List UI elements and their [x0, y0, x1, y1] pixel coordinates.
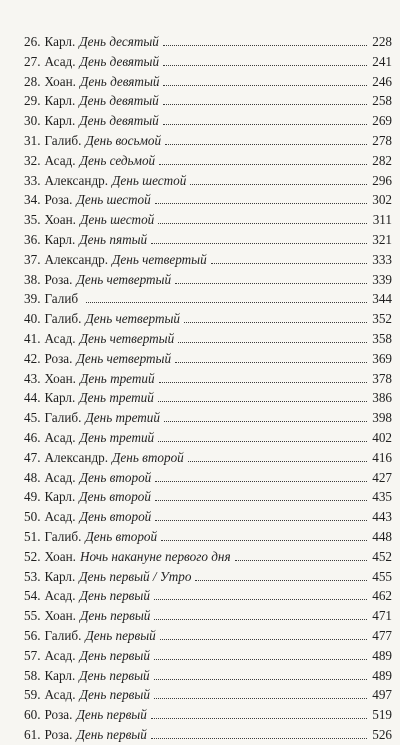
dot-leader: [158, 223, 367, 224]
page-number: 282: [372, 152, 392, 168]
chapter-number: 45.: [24, 410, 41, 426]
chapter-day: День четвертый: [76, 271, 172, 287]
page-number: 352: [372, 311, 392, 327]
page-number: 416: [372, 449, 392, 465]
narrator-name: Галиб.: [44, 627, 82, 643]
dot-leader: [188, 461, 367, 462]
dot-leader: [160, 639, 367, 640]
chapter-day: День четвертый: [76, 350, 172, 366]
dot-leader: [163, 85, 367, 86]
page-number: 398: [372, 410, 392, 426]
page-number: 344: [372, 291, 392, 307]
dot-leader: [154, 679, 367, 680]
narrator-name: Александр.: [44, 449, 109, 465]
dot-leader: [178, 342, 367, 343]
narrator-name: Роза.: [44, 271, 73, 287]
toc-row: [24, 388, 392, 408]
page-number: 455: [372, 568, 392, 584]
page-number: 471: [372, 608, 392, 624]
chapter-number: 30.: [24, 113, 41, 129]
dot-leader: [161, 540, 367, 541]
toc-row: [24, 646, 392, 666]
chapter-day: День третий: [79, 390, 154, 406]
page-number: 452: [372, 548, 392, 564]
chapter-number: 38.: [24, 271, 41, 287]
narrator-name: Асад.: [44, 588, 76, 604]
narrator-name: Асад.: [44, 687, 76, 703]
chapter-number: 59.: [24, 687, 41, 703]
chapter-day: День пятый: [79, 231, 148, 247]
narrator-name: Роза.: [44, 350, 73, 366]
chapter-day: День третий: [79, 429, 155, 445]
page-number: 526: [372, 726, 392, 742]
toc-row: [24, 468, 392, 488]
toc-row: [24, 171, 392, 191]
chapter-day: День третий: [85, 410, 160, 426]
chapter-number: 40.: [24, 311, 41, 327]
narrator-name: Галиб.: [44, 528, 82, 544]
toc-row: [24, 428, 392, 448]
page-number: 358: [372, 330, 392, 346]
dot-leader: [154, 698, 367, 699]
narrator-name: Асад.: [44, 152, 76, 168]
chapter-day: День третий: [79, 370, 155, 386]
dot-leader: [165, 144, 367, 145]
chapter-number: 47.: [24, 449, 41, 465]
toc-row: [24, 507, 392, 527]
chapter-number: 49.: [24, 489, 41, 505]
chapter-number: 54.: [24, 588, 41, 604]
toc-row: [24, 448, 392, 468]
chapter-day: День четвертый: [85, 311, 181, 327]
page-number: 228: [372, 34, 392, 49]
toc-row: [24, 329, 392, 349]
narrator-name: Карл.: [44, 231, 76, 247]
dot-leader: [235, 560, 367, 561]
page-number: 339: [372, 271, 392, 287]
narrator-name: Хоан.: [44, 212, 76, 228]
chapter-day: День второй: [79, 469, 152, 485]
chapter-number: 52.: [24, 548, 41, 564]
narrator-name: Карл.: [44, 667, 76, 683]
toc-row: [24, 369, 392, 389]
narrator-name: Роза.: [44, 192, 73, 208]
dot-leader: [184, 322, 367, 323]
narrator-name: Карл.: [44, 390, 76, 406]
chapter-day: День восьмой: [85, 132, 162, 148]
dot-leader: [151, 243, 367, 244]
chapter-day: День первый: [79, 588, 150, 604]
chapter-number: 32.: [24, 152, 41, 168]
dot-leader: [190, 184, 367, 185]
chapter-day: День второй: [85, 528, 158, 544]
chapter-number: 34.: [24, 192, 41, 208]
toc-row: [24, 270, 392, 290]
chapter-number: 31.: [24, 132, 41, 148]
chapter-day: День первый: [79, 667, 150, 683]
page-number: 489: [372, 667, 392, 683]
chapter-number: 35.: [24, 212, 41, 228]
dot-leader: [86, 302, 367, 303]
chapter-number: 29.: [24, 93, 41, 109]
narrator-name: Хоан.: [44, 73, 76, 89]
narrator-name: Карл.: [44, 34, 76, 49]
toc-row: [24, 309, 392, 329]
toc-row: [24, 289, 392, 309]
narrator-name: Галиб.: [44, 410, 82, 426]
toc-row: [24, 190, 392, 210]
toc-row: [24, 626, 392, 646]
dot-leader: [175, 283, 367, 284]
narrator-name: Карл.: [44, 113, 76, 129]
page-number: 321: [372, 231, 392, 247]
narrator-name: Карл.: [44, 489, 76, 505]
narrator-name: Карл.: [44, 93, 76, 109]
chapter-number: 36.: [24, 231, 41, 247]
narrator-name: Галиб.: [44, 311, 82, 327]
narrator-name: Асад.: [44, 509, 76, 525]
dot-leader: [155, 520, 367, 521]
narrator-name: Галиб: [44, 291, 79, 307]
chapter-number: 33.: [24, 172, 41, 188]
chapter-day: День первый: [76, 707, 147, 723]
page-number: 489: [372, 647, 392, 663]
page-number: 497: [372, 687, 392, 703]
dot-leader: [151, 718, 367, 719]
dot-leader: [211, 263, 367, 264]
table-of-contents: [24, 32, 392, 745]
chapter-day: День шестой: [79, 212, 155, 228]
chapter-day: День четвертый: [79, 330, 175, 346]
chapter-number: 44.: [24, 390, 41, 406]
chapter-day: День первый: [79, 647, 150, 663]
page-number: 427: [372, 469, 392, 485]
page-number: 448: [372, 528, 392, 544]
dot-leader: [159, 382, 367, 383]
chapter-number: 26.: [24, 34, 41, 49]
chapter-number: 61.: [24, 726, 41, 742]
narrator-name: Александр.: [44, 172, 109, 188]
toc-row: [24, 685, 392, 705]
toc-row: [24, 527, 392, 547]
narrator-name: Асад.: [44, 429, 76, 445]
toc-row: [24, 408, 392, 428]
narrator-name: Асад.: [44, 469, 76, 485]
dot-leader: [175, 362, 367, 363]
chapter-day: День десятый: [79, 34, 159, 49]
toc-row: [24, 547, 392, 567]
toc-row: [24, 230, 392, 250]
dot-leader: [155, 481, 367, 482]
page-number: 435: [372, 489, 392, 505]
page-number: 378: [372, 370, 392, 386]
page-number: 462: [372, 588, 392, 604]
toc-row: [24, 52, 392, 72]
page-number: 402: [372, 429, 392, 445]
page-number: 296: [372, 172, 392, 188]
page-number: 241: [372, 53, 392, 69]
chapter-number: 43.: [24, 370, 41, 386]
page-number: 477: [372, 627, 392, 643]
dot-leader: [154, 659, 367, 660]
toc-row: [24, 131, 392, 151]
chapter-day: День девятый: [79, 93, 159, 109]
chapter-day: День шестой: [112, 172, 187, 188]
page-number: 278: [372, 132, 392, 148]
chapter-number: 57.: [24, 647, 41, 663]
chapter-day: Ночь накануне первого дня: [79, 548, 231, 564]
toc-row: [24, 586, 392, 606]
chapter-number: 56.: [24, 627, 41, 643]
dot-leader: [163, 124, 367, 125]
toc-row: [24, 210, 392, 230]
chapter-day: День второй: [79, 509, 152, 525]
chapter-number: 51.: [24, 528, 41, 544]
narrator-name: Хоан.: [44, 608, 76, 624]
dot-leader: [164, 421, 367, 422]
dot-leader: [159, 164, 367, 165]
chapter-number: 42.: [24, 350, 41, 366]
chapter-day: День седьмой: [79, 152, 156, 168]
chapter-number: 48.: [24, 469, 41, 485]
narrator-name: Хоан.: [44, 548, 76, 564]
chapter-day: День второй: [112, 449, 184, 465]
toc-row: [24, 349, 392, 369]
dot-leader: [158, 441, 367, 442]
chapter-day: День первый: [79, 608, 151, 624]
toc-row: [24, 487, 392, 507]
chapter-number: 37.: [24, 251, 41, 267]
page-number: 333: [372, 251, 392, 267]
chapter-day: День девятый: [79, 113, 159, 129]
chapter-number: 50.: [24, 509, 41, 525]
page-number: 443: [372, 509, 392, 525]
page-number: 258: [372, 93, 392, 109]
page-number: 519: [372, 707, 392, 723]
chapter-day: День первый: [76, 726, 147, 742]
toc-row: [24, 705, 392, 725]
chapter-day: День девятый: [79, 53, 160, 69]
dot-leader: [155, 500, 367, 501]
narrator-name: Карл.: [44, 568, 76, 584]
chapter-number: 58.: [24, 667, 41, 683]
toc-row: [24, 606, 392, 626]
narrator-name: Асад.: [44, 330, 76, 346]
dot-leader: [195, 580, 367, 581]
toc-row: [24, 32, 392, 52]
narrator-name: Асад.: [44, 647, 76, 663]
page-number: 369: [372, 350, 392, 366]
toc-row: [24, 666, 392, 686]
narrator-name: Галиб.: [44, 132, 82, 148]
dot-leader: [163, 104, 367, 105]
toc-row: [24, 250, 392, 270]
chapter-number: 39.: [24, 291, 41, 307]
toc-row: [24, 72, 392, 92]
narrator-name: Александр.: [44, 251, 109, 267]
chapter-day: День шестой: [76, 192, 151, 208]
dot-leader: [155, 203, 367, 204]
toc-row: [24, 567, 392, 587]
chapter-day: День девятый: [79, 73, 160, 89]
toc-row: [24, 111, 392, 131]
chapter-day: День первый: [85, 627, 156, 643]
dot-leader: [151, 738, 367, 739]
page-number: 302: [372, 192, 392, 208]
page-number: 386: [372, 390, 392, 406]
chapter-number: 28.: [24, 73, 41, 89]
narrator-name: Асад.: [44, 53, 76, 69]
page-number: 246: [372, 73, 392, 89]
chapter-number: 46.: [24, 429, 41, 445]
page-number: 311: [372, 212, 392, 228]
chapter-number: 55.: [24, 608, 41, 624]
chapter-day: День второй: [79, 489, 151, 505]
toc-row: [24, 151, 392, 171]
toc-row: [24, 91, 392, 111]
chapter-day: День четвертый: [112, 251, 207, 267]
narrator-name: Хоан.: [44, 370, 76, 386]
chapter-number: 53.: [24, 568, 41, 584]
narrator-name: Роза.: [44, 726, 73, 742]
dot-leader: [158, 401, 367, 402]
narrator-name: Роза.: [44, 707, 73, 723]
chapter-number: 27.: [24, 53, 41, 69]
chapter-number: 41.: [24, 330, 41, 346]
dot-leader: [154, 599, 367, 600]
dot-leader: [154, 619, 367, 620]
dot-leader: [163, 65, 367, 66]
chapter-day: День первый / Утро: [79, 568, 192, 584]
chapter-day: День первый: [79, 687, 150, 703]
toc-row: [24, 725, 392, 745]
dot-leader: [163, 45, 367, 46]
page-number: 269: [372, 113, 392, 129]
chapter-number: 60.: [24, 707, 41, 723]
